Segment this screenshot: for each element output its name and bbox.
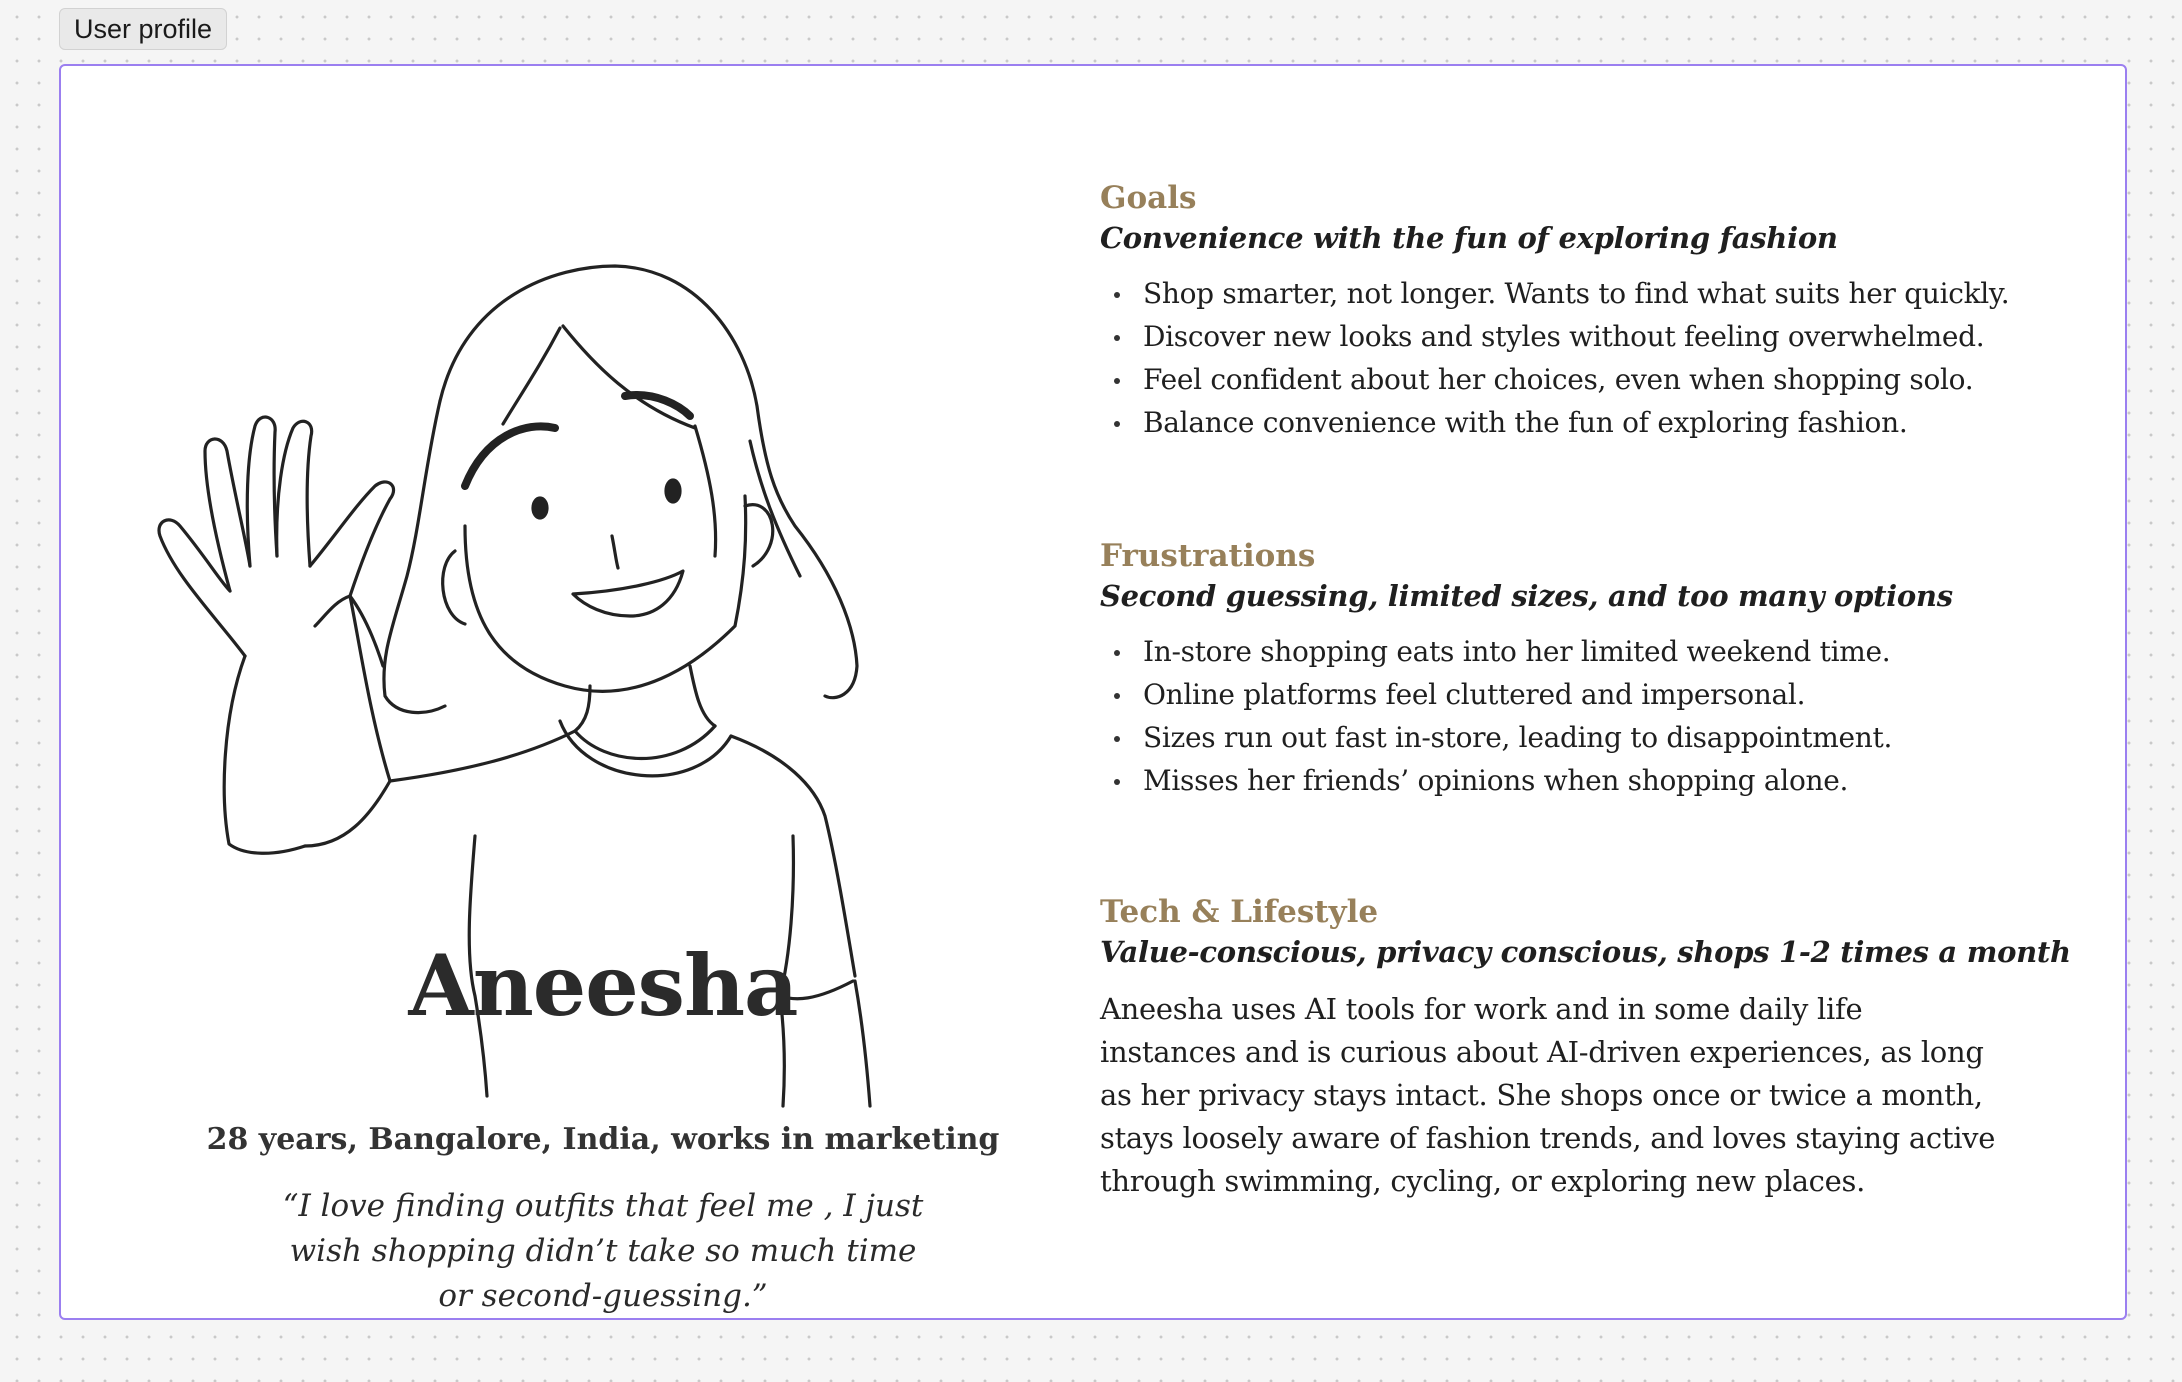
bullet-icon [1114,421,1120,427]
frustrations-list-item: Misses her friends’ opinions when shopping alone. [1100,759,2100,802]
goals-list [1100,272,2100,444]
goals-section [1100,178,2100,444]
persona-demographics: 28 years, Bangalore, India, works in marketing [206,1122,1000,1157]
tech-lifestyle-heading: Tech & Lifestyle [1100,894,1379,930]
frustrations-heading: Frustrations [1100,538,1316,574]
bullet-icon [1114,378,1120,384]
bullet-icon [1114,779,1120,785]
goals-heading: Goals [1100,180,1197,216]
tech-lifestyle-section [1100,892,2100,1203]
frustrations-list-item: Sizes run out fast in-store, leading to disappointment. [1100,716,2100,759]
frustrations-subtitle: Second guessing, limited sizes, and too many options [1100,579,1953,613]
bullet-icon [1114,693,1120,699]
bullet-icon [1114,335,1120,341]
user-profile-frame[interactable] [59,64,2127,1320]
frustrations-list [1100,630,2100,802]
frustrations-list-item: Online platforms feel cluttered and impersonal. [1100,673,2100,716]
goals-list-item: Feel confident about her choices, even when shopping solo. [1100,358,2100,401]
goals-list-item: Shop smarter, not longer. Wants to find what suits her quickly. [1100,272,2100,315]
bullet-icon [1114,292,1120,298]
goals-list-item: Balance convenience with the fun of exploring fashion. [1100,401,2100,444]
tech-lifestyle-body: Aneesha uses AI tools for work and in some daily life instances and is curious about AI-driven experiences, as long as her privacy stays intact. She shops once or twice a month, stays loosely aware of fashion trends, and loves staying active through swimming, cycling, or exploring new places. [1100,992,1996,1198]
tech-lifestyle-subtitle: Value-conscious, privacy conscious, shops 1-2 times a month [1100,935,2071,969]
goals-list-item: Discover new looks and styles without feeling overwhelmed. [1100,315,2100,358]
frustrations-list-item: In-store shopping eats into her limited weekend time. [1100,630,2100,673]
bullet-icon [1114,650,1120,656]
persona-name: Aneesha [408,936,798,1035]
goals-subtitle: Convenience with the fun of exploring fashion [1100,221,1838,255]
frame-label-tag[interactable]: User profile [59,8,227,50]
persona-quote: “I love finding outfits that feel me , I just wish shopping didn’t take so much time or second-guessing.” [282,1188,924,1314]
frustrations-section [1100,536,2100,802]
bullet-icon [1114,736,1120,742]
